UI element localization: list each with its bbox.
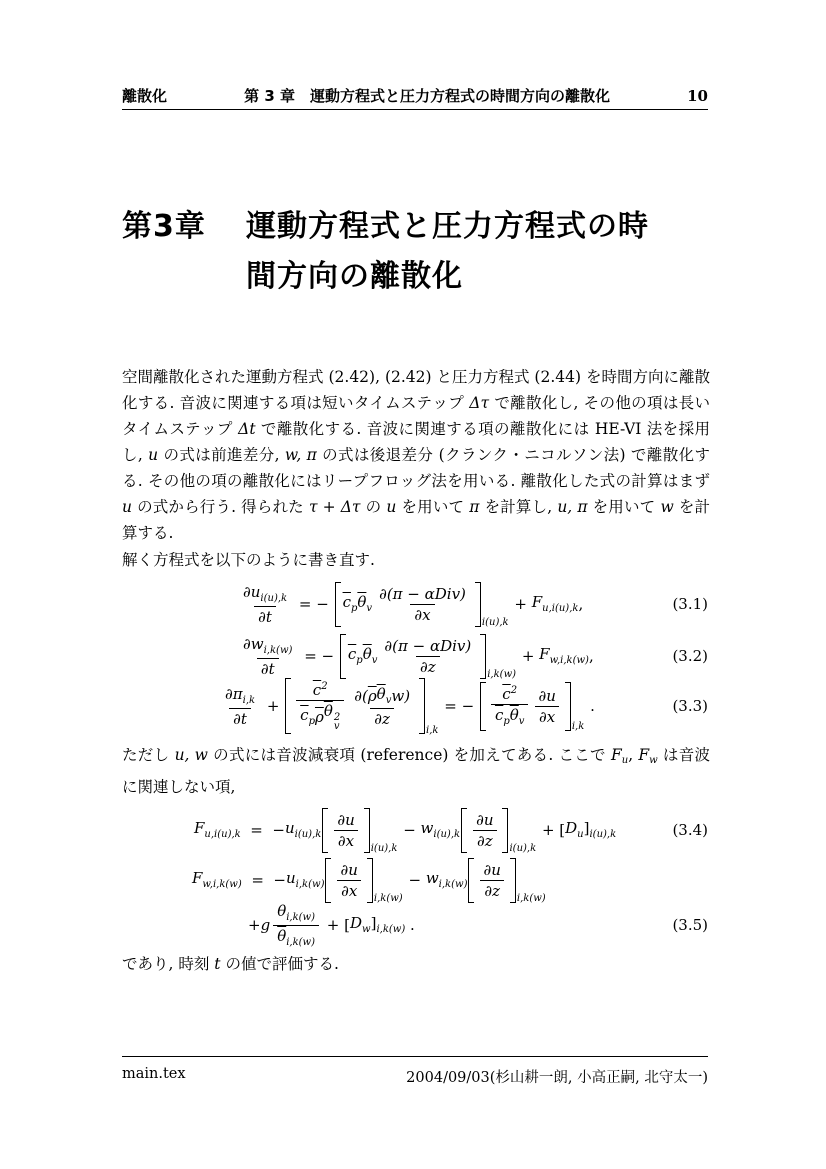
equation-3-5-line2 [122,898,708,952]
equation-3-4-body: $F_{u,i(u),k}$ = − $u_{i(u),k}$ $\frac{\partial u}{\partial x}$ i(u),k − $w_{i(u),k}$ $\frac{\partial u}{\partial z}$ i(u),k + [ $D_u$ ]$_{i(u),k}$ [194,808,616,853]
equation-3-1-tag: (3.1) [672,594,708,613]
equation-3-4 [122,804,708,856]
equation-3-4-tag: (3.4) [672,820,708,839]
paragraph-forcing-terms: ただし u, w の式には音波減衰項 (reference) を加えてある. ここで Fu, Fw は音波に関連しない項, [122,746,710,796]
equation-3-5-line1-body: $F_{w,i,k(w)}$ = − $u_{i,k(w)}$ $\frac{\partial u}{\partial x}$ i,k(w) − $w_{i,k(w)}$ $\frac{\partial u}{\partial z}$ i,k(w) [192,858,547,903]
equation-3-1 [122,578,708,630]
footer-filename: main.tex [122,1066,186,1082]
page-header [122,85,708,106]
equation-3-3-tag: (3.3) [672,696,708,715]
footer-date-authors: 2004/09/03(杉山耕一朗, 小高正嗣, 北守太一) [406,1070,708,1086]
header-section-title: 離散化 [122,87,168,105]
chapter-title [246,202,649,302]
equation-3-5-tag: (3.5) [672,915,708,934]
equation-3-3 [122,678,708,734]
chapter-number: 第3章 [122,209,206,244]
header-rule [122,109,708,110]
paragraph-intro: 空間離散化された運動方程式 (2.42), (2.42) と圧力方程式 (2.44) を時間方向に離散化する. 音波に関連する項は短いタイムステップ Δτ で離散化し, その他の項は長いタイムステップ Δt で離散化する. 音波に関連する項の離散化には HE-VI 法を採用し, u の式は前進差分, w, π の式は後退差分 (クランク・ニコルソン法) で離散化する. その他の項の離散化にはリープフロッグ法を用いる. 離散化した式の計算はまず u の式から行う. 得られた τ + Δτ の u を用いて π を計算し, u, π を用いて w を計算する. [122,368,710,542]
chapter-title-line1: 運動方程式と圧力方程式の時 [246,209,649,244]
equation-3-2-tag: (3.2) [672,646,708,665]
paragraph-rewrite: 解く方程式を以下のように書き直す. [122,551,375,569]
page-number: 10 [687,87,708,105]
equation-3-5-line2-body: + g $\frac{\theta_{i,k(w)}}{\overline{\theta}_{i,k(w)}}$ + [ $D_w$ ]$_{i,k(w)}$ . [248,901,415,948]
chapter-heading [122,202,649,302]
equation-3-2-body: $\frac{\partial w_{i,k(w)}}{\partial t}$ = − $\overline{c}_p$ $\overline{\theta}_v$ $\frac{\text{∂(π − αDiv)}}{\partial z}$ i,k(w) + $F_{w,i,k(w)}$ , [243,634,594,680]
equation-3-2 [122,630,708,682]
equation-3-3-body: $\frac{\partial\pi_{i,k}}{\partial t}$ + $\overline{c}^2$ $\overline{c}_p$ $\overline{\rho}$ $\overline{\theta}$ 2 v ∂( $\overline{\rho}$ $\overline{\theta}_v$ w ) ∂z i,k = − $\overline{c}^2$ $\overline{c}_p$ $\overline{\theta}_v$ $\frac{\partial u}{\partial x}$ i,k . [218,678,595,734]
paragraph-evaluation: であり, 時刻 t の値で評価する. [122,955,339,973]
page-footer [122,1056,708,1087]
chapter-title-line2: 間方向の離散化 [246,259,463,294]
header-chapter-title: 第 3 章 運動方程式と圧力方程式の時間方向の離散化 [244,87,611,105]
equation-3-1-body: $\frac{\partial u_{i(u),k}}{\partial t}$ = − $\overline{c}_p$ $\overline{\theta}_v$ $\frac{\text{∂(π − αDiv)}}{\partial x}$ i(u),k + $F_{u,i(u),k}$ , [243,582,584,628]
